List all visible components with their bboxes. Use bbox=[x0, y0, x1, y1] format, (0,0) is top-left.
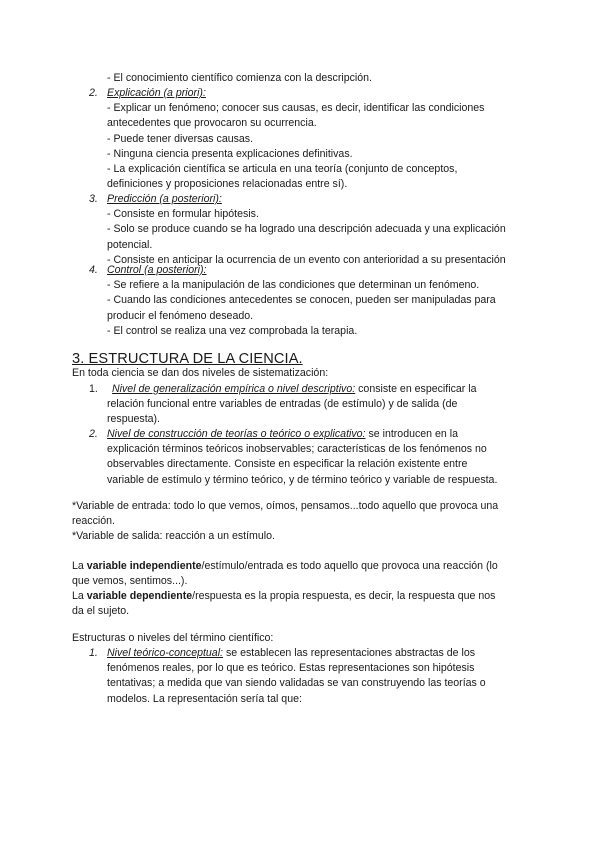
item-line: - La explicación científica se articula en una teoría (conjunto de conceptos, bbox=[107, 163, 458, 176]
level-descriptivo bbox=[0, 382, 477, 428]
note-line: reacción. bbox=[72, 515, 115, 528]
description-last-line: - El conocimiento científico comienza con la descripción. bbox=[107, 72, 372, 84]
item-line: - Consiste en formular hipótesis. bbox=[107, 208, 259, 221]
level-text: consiste en especificar la bbox=[355, 383, 477, 395]
level-line: respuesta). bbox=[107, 413, 160, 426]
note-line: *Variable de entrada: todo lo que vemos, oímos, pensamos...todo aquello que provoca una bbox=[72, 500, 499, 512]
structure-title: Nivel teórico-conceptual: bbox=[107, 647, 223, 659]
section-intro: En toda ciencia se dan dos niveles de sistematización: bbox=[72, 367, 329, 379]
item-number: 3. bbox=[89, 193, 98, 205]
item-line: definiciones y proposiciones relacionadas entre sí). bbox=[107, 178, 348, 191]
item-line: - Explicar un fenómeno; conocer sus causas, es decir, identificar las condiciones bbox=[107, 102, 485, 115]
item-line: - Puede tener diversas causas. bbox=[107, 132, 254, 145]
item-number: 4. bbox=[89, 264, 98, 276]
item-line: - Se refiere a la manipulación de las condiciones que determinan un fenómeno. bbox=[107, 279, 480, 292]
level-title: Nivel de construcción de teorías o teórico o explicativo: bbox=[107, 428, 366, 440]
item-line: - Solo se produce cuando se ha logrado una descripción adecuada y una explicación bbox=[107, 223, 506, 236]
item-prediccion bbox=[0, 192, 506, 268]
item-line: - Cuando las condiciones antecedentes se conocen, pueden ser manipuladas para bbox=[107, 294, 496, 307]
note-line: *Variable de salida: reacción a un estímulo. bbox=[72, 530, 275, 543]
structure-text: se establecen las representaciones abstractas de los bbox=[223, 647, 476, 659]
item-title: Predicción (a posteriori): bbox=[107, 193, 222, 205]
level-line: relación funcional entre variables de entradas (de estímulo) y de salida (de bbox=[107, 398, 458, 411]
item-line: antecedentes que provocaron su ocurrencia. bbox=[107, 117, 317, 130]
level-text: se introducen en la bbox=[365, 428, 458, 440]
item-title: Control (a posteriori): bbox=[107, 264, 207, 276]
item-line: producir el fenómeno deseado. bbox=[107, 309, 254, 322]
level-explicativo bbox=[0, 427, 497, 488]
item-title: Explicación (a priori): bbox=[107, 87, 206, 99]
level-line: explicación términos teóricos inobservables; características de los fenómenos no bbox=[107, 443, 487, 456]
item-line: - Consiste en anticipar la ocurrencia de un evento con anterioridad a su presentación bbox=[107, 253, 506, 266]
item-line: potencial. bbox=[107, 238, 153, 251]
structure-line: fenómenos reales, por lo que es teórico. Estas representaciones son hipótesis bbox=[107, 662, 475, 675]
variable-notes bbox=[72, 499, 498, 545]
independent-variable-paragraph: La variable independiente/estímulo/entrada es todo aquello que provoca una reacción (lo que vemos, sentimos...). bbox=[72, 560, 498, 588]
level-line: variable de estímulo y término teórico, y de término teórico y variable de respuesta. bbox=[107, 473, 498, 486]
item-control bbox=[0, 263, 496, 339]
level-line: observables directamente. Consiste en especificar la relación existente entre bbox=[107, 458, 468, 471]
structure-number: 1. bbox=[89, 647, 98, 659]
level-title: Nivel de generalización empírica o nivel descriptivo: bbox=[112, 383, 356, 395]
item-number: 2. bbox=[89, 87, 98, 99]
dependent-variable-paragraph: La variable dependiente/respuesta es la propia respuesta, es decir, la respuesta que nos da el sujeto. bbox=[72, 590, 496, 618]
structure-teorico-conceptual bbox=[0, 646, 486, 707]
structure-line: tentativas; a medida que van siendo validadas se van construyendo las teorías o bbox=[107, 677, 486, 690]
level-number: 1. bbox=[89, 383, 98, 395]
level-number: 2. bbox=[89, 428, 98, 440]
term-bold: variable dependiente bbox=[86, 590, 193, 602]
item-line: - Ninguna ciencia presenta explicaciones definitivas. bbox=[107, 147, 353, 160]
term-bold: variable independiente bbox=[86, 560, 202, 572]
item-line: - El control se realiza una vez comprobada la terapia. bbox=[107, 324, 358, 337]
section-heading: 3. ESTRUCTURA DE LA CIENCIA. bbox=[72, 351, 303, 367]
structures-intro: Estructuras o niveles del término científico: bbox=[72, 632, 274, 644]
item-explicacion bbox=[0, 86, 484, 192]
structure-line: modelos. La representación sería tal que: bbox=[107, 692, 302, 705]
